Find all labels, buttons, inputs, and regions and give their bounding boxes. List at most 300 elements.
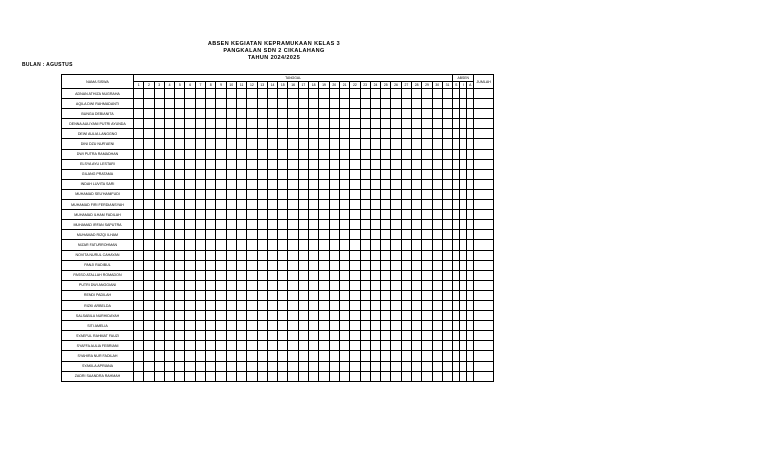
attendance-cell: [164, 260, 174, 270]
attendance-cell: [134, 250, 144, 260]
header-absen: ABSEN: [453, 75, 474, 82]
attendance-cell: [339, 149, 349, 159]
attendance-cell: [319, 169, 329, 179]
attendance-cell: [319, 139, 329, 149]
attendance-cell: [422, 351, 432, 361]
attendance-cell: [226, 200, 236, 210]
attendance-cell: [350, 210, 360, 220]
attendance-cell: [288, 99, 298, 109]
student-name: SITI AMELIA: [62, 321, 134, 331]
attendance-cell: [370, 361, 380, 371]
attendance-cell: [206, 351, 216, 361]
attendance-cell: [370, 260, 380, 270]
attendance-cell: [226, 99, 236, 109]
date-header: 23: [360, 82, 370, 89]
absen-cell: [460, 210, 467, 220]
attendance-cell: [206, 220, 216, 230]
table-row: [62, 169, 494, 179]
attendance-cell: [442, 109, 452, 119]
attendance-cell: [360, 230, 370, 240]
attendance-cell: [339, 200, 349, 210]
attendance-cell: [257, 311, 267, 321]
attendance-cell: [278, 321, 288, 331]
attendance-cell: [432, 290, 442, 300]
attendance-cell: [412, 321, 422, 331]
attendance-cell: [442, 210, 452, 220]
attendance-cell: [319, 341, 329, 351]
date-header: 29: [422, 82, 432, 89]
attendance-cell: [319, 260, 329, 270]
attendance-cell: [360, 351, 370, 361]
attendance-cell: [442, 331, 452, 341]
attendance-cell: [360, 361, 370, 371]
attendance-cell: [134, 280, 144, 290]
attendance-cell: [247, 220, 257, 230]
attendance-cell: [267, 200, 277, 210]
attendance-cell: [432, 371, 442, 381]
attendance-cell: [370, 220, 380, 230]
attendance-cell: [401, 179, 411, 189]
attendance-cell: [319, 129, 329, 139]
attendance-cell: [278, 341, 288, 351]
attendance-cell: [164, 371, 174, 381]
attendance-cell: [442, 341, 452, 351]
attendance-cell: [154, 250, 164, 260]
attendance-cell: [360, 200, 370, 210]
attendance-cell: [206, 361, 216, 371]
jumlah-cell: [474, 351, 494, 361]
attendance-cell: [432, 99, 442, 109]
absen-code-header: I: [460, 82, 467, 89]
attendance-cell: [267, 300, 277, 310]
date-header: 21: [339, 82, 349, 89]
attendance-cell: [247, 179, 257, 189]
attendance-cell: [432, 220, 442, 230]
attendance-cell: [412, 179, 422, 189]
attendance-cell: [154, 270, 164, 280]
attendance-cell: [154, 361, 164, 371]
attendance-cell: [432, 109, 442, 119]
attendance-cell: [175, 321, 185, 331]
jumlah-cell: [474, 280, 494, 290]
attendance-cell: [175, 300, 185, 310]
attendance-cell: [442, 361, 452, 371]
date-header: 3: [154, 82, 164, 89]
attendance-cell: [422, 290, 432, 300]
attendance-cell: [309, 371, 319, 381]
attendance-cell: [412, 240, 422, 250]
attendance-cell: [185, 250, 195, 260]
table-row: [62, 99, 494, 109]
attendance-cell: [154, 129, 164, 139]
attendance-cell: [267, 351, 277, 361]
attendance-cell: [236, 129, 246, 139]
attendance-cell: [226, 280, 236, 290]
date-header: 19: [319, 82, 329, 89]
attendance-cell: [247, 260, 257, 270]
attendance-cell: [381, 159, 391, 169]
attendance-cell: [257, 119, 267, 129]
date-header: 6: [185, 82, 195, 89]
attendance-cell: [391, 270, 401, 280]
date-header: 8: [206, 82, 216, 89]
attendance-cell: [247, 341, 257, 351]
attendance-cell: [134, 351, 144, 361]
attendance-cell: [370, 189, 380, 199]
absen-cell: [467, 169, 474, 179]
table-row: [62, 250, 494, 260]
student-name: SYAEFUL RAHMAT FAUZI: [62, 331, 134, 341]
attendance-cell: [278, 371, 288, 381]
attendance-cell: [236, 109, 246, 119]
attendance-cell: [370, 200, 380, 210]
attendance-cell: [236, 300, 246, 310]
attendance-cell: [164, 341, 174, 351]
attendance-cell: [422, 230, 432, 240]
attendance-cell: [144, 250, 154, 260]
attendance-cell: [195, 300, 205, 310]
date-header: 9: [216, 82, 226, 89]
attendance-cell: [422, 240, 432, 250]
attendance-cell: [144, 179, 154, 189]
table-row: [62, 341, 494, 351]
attendance-cell: [257, 99, 267, 109]
student-name: MUHAMAD IRFAN SAPUTRA: [62, 220, 134, 230]
student-name: SYAHIRA NUR FADILAH: [62, 351, 134, 361]
attendance-cell: [401, 331, 411, 341]
attendance-cell: [298, 179, 308, 189]
attendance-cell: [360, 210, 370, 220]
attendance-cell: [164, 351, 174, 361]
attendance-cell: [267, 149, 277, 159]
attendance-cell: [370, 311, 380, 321]
attendance-cell: [216, 240, 226, 250]
attendance-cell: [298, 290, 308, 300]
attendance-cell: [412, 200, 422, 210]
attendance-cell: [360, 290, 370, 300]
attendance-cell: [164, 311, 174, 321]
attendance-cell: [185, 331, 195, 341]
attendance-cell: [298, 129, 308, 139]
attendance-cell: [339, 361, 349, 371]
absen-cell: [453, 179, 460, 189]
attendance-cell: [185, 189, 195, 199]
attendance-cell: [164, 149, 174, 159]
attendance-cell: [278, 169, 288, 179]
student-name: AQILA DWI RAHMADANTI: [62, 99, 134, 109]
attendance-cell: [195, 189, 205, 199]
table-row: [62, 200, 494, 210]
attendance-cell: [401, 159, 411, 169]
attendance-cell: [298, 361, 308, 371]
attendance-cell: [309, 119, 319, 129]
attendance-cell: [329, 179, 339, 189]
attendance-cell: [350, 260, 360, 270]
attendance-cell: [175, 129, 185, 139]
attendance-cell: [339, 270, 349, 280]
attendance-cell: [288, 129, 298, 139]
attendance-cell: [195, 159, 205, 169]
attendance-cell: [422, 371, 432, 381]
attendance-cell: [412, 139, 422, 149]
attendance-cell: [154, 321, 164, 331]
attendance-cell: [370, 210, 380, 220]
attendance-cell: [329, 200, 339, 210]
attendance-cell: [422, 149, 432, 159]
jumlah-cell: [474, 129, 494, 139]
attendance-cell: [422, 169, 432, 179]
student-name: MUHAMAD FIRI FERDIANSYAH: [62, 200, 134, 210]
attendance-cell: [164, 361, 174, 371]
attendance-cell: [298, 210, 308, 220]
absen-cell: [460, 169, 467, 179]
attendance-cell: [432, 210, 442, 220]
attendance-cell: [339, 240, 349, 250]
absen-cell: [460, 119, 467, 129]
student-name: BUNGA DEBIANITA: [62, 109, 134, 119]
table-row: [62, 270, 494, 280]
attendance-cell: [442, 250, 452, 260]
jumlah-cell: [474, 119, 494, 129]
attendance-cell: [236, 351, 246, 361]
attendance-cell: [350, 311, 360, 321]
attendance-cell: [381, 311, 391, 321]
attendance-cell: [339, 300, 349, 310]
attendance-cell: [257, 280, 267, 290]
attendance-cell: [236, 331, 246, 341]
attendance-cell: [391, 129, 401, 139]
attendance-cell: [298, 149, 308, 159]
attendance-cell: [175, 230, 185, 240]
attendance-cell: [278, 290, 288, 300]
attendance-cell: [391, 260, 401, 270]
attendance-cell: [442, 260, 452, 270]
attendance-cell: [350, 109, 360, 119]
attendance-cell: [442, 200, 452, 210]
table-row: [62, 351, 494, 361]
absen-cell: [460, 331, 467, 341]
attendance-cell: [432, 230, 442, 240]
attendance-cell: [164, 240, 174, 250]
attendance-cell: [185, 109, 195, 119]
student-name: MUHAMAD SEU'HANIFUDI: [62, 189, 134, 199]
absen-cell: [467, 210, 474, 220]
attendance-cell: [195, 129, 205, 139]
absen-cell: [453, 371, 460, 381]
attendance-cell: [381, 210, 391, 220]
attendance-cell: [247, 129, 257, 139]
attendance-cell: [309, 240, 319, 250]
attendance-cell: [226, 169, 236, 179]
attendance-cell: [288, 220, 298, 230]
attendance-cell: [175, 99, 185, 109]
table-row: [62, 371, 494, 381]
attendance-cell: [257, 200, 267, 210]
attendance-cell: [144, 321, 154, 331]
table-row: [62, 311, 494, 321]
attendance-cell: [381, 290, 391, 300]
absen-cell: [460, 129, 467, 139]
attendance-cell: [401, 169, 411, 179]
attendance-cell: [278, 119, 288, 129]
attendance-cell: [236, 250, 246, 260]
attendance-cell: [339, 169, 349, 179]
attendance-cell: [278, 149, 288, 159]
attendance-cell: [422, 210, 432, 220]
attendance-cell: [339, 290, 349, 300]
attendance-cell: [432, 240, 442, 250]
attendance-cell: [144, 159, 154, 169]
attendance-cell: [432, 341, 442, 351]
attendance-cell: [278, 250, 288, 260]
attendance-cell: [319, 300, 329, 310]
attendance-cell: [360, 220, 370, 230]
attendance-cell: [175, 149, 185, 159]
attendance-cell: [381, 109, 391, 119]
jumlah-cell: [474, 311, 494, 321]
attendance-cell: [309, 351, 319, 361]
attendance-cell: [339, 129, 349, 139]
attendance-cell: [401, 280, 411, 290]
absen-cell: [467, 179, 474, 189]
jumlah-cell: [474, 149, 494, 159]
attendance-cell: [134, 341, 144, 351]
attendance-cell: [319, 240, 329, 250]
attendance-cell: [206, 341, 216, 351]
attendance-cell: [195, 351, 205, 361]
attendance-cell: [185, 129, 195, 139]
attendance-cell: [267, 210, 277, 220]
absen-cell: [467, 280, 474, 290]
attendance-cell: [267, 341, 277, 351]
attendance-cell: [195, 331, 205, 341]
attendance-cell: [134, 260, 144, 270]
attendance-cell: [185, 371, 195, 381]
attendance-cell: [422, 220, 432, 230]
attendance-cell: [412, 159, 422, 169]
attendance-cell: [288, 341, 298, 351]
attendance-cell: [329, 341, 339, 351]
attendance-cell: [195, 341, 205, 351]
attendance-cell: [401, 149, 411, 159]
attendance-cell: [412, 260, 422, 270]
attendance-cell: [309, 99, 319, 109]
attendance-cell: [247, 99, 257, 109]
attendance-cell: [401, 351, 411, 361]
attendance-cell: [412, 300, 422, 310]
absen-cell: [467, 321, 474, 331]
table-row: [62, 321, 494, 331]
attendance-cell: [216, 149, 226, 159]
attendance-cell: [236, 149, 246, 159]
attendance-cell: [370, 129, 380, 139]
attendance-cell: [381, 99, 391, 109]
attendance-cell: [226, 159, 236, 169]
attendance-cell: [412, 270, 422, 280]
attendance-cell: [309, 260, 319, 270]
attendance-cell: [319, 361, 329, 371]
attendance-cell: [412, 189, 422, 199]
absen-cell: [467, 351, 474, 361]
attendance-cell: [298, 270, 308, 280]
attendance-cell: [216, 300, 226, 310]
attendance-cell: [319, 109, 329, 119]
attendance-cell: [391, 189, 401, 199]
student-name: DWI PUTRA RAMADHAN: [62, 149, 134, 159]
attendance-cell: [164, 189, 174, 199]
jumlah-cell: [474, 230, 494, 240]
attendance-cell: [370, 119, 380, 129]
attendance-cell: [226, 300, 236, 310]
date-header: 11: [236, 82, 246, 89]
attendance-cell: [267, 250, 277, 260]
attendance-cell: [412, 280, 422, 290]
attendance-cell: [175, 169, 185, 179]
attendance-cell: [206, 179, 216, 189]
jumlah-cell: [474, 169, 494, 179]
attendance-cell: [164, 280, 174, 290]
attendance-cell: [412, 220, 422, 230]
attendance-cell: [206, 210, 216, 220]
attendance-cell: [154, 139, 164, 149]
attendance-cell: [144, 210, 154, 220]
attendance-cell: [360, 260, 370, 270]
attendance-cell: [298, 341, 308, 351]
jumlah-cell: [474, 341, 494, 351]
attendance-cell: [422, 189, 432, 199]
attendance-cell: [442, 290, 452, 300]
attendance-cell: [350, 371, 360, 381]
attendance-cell: [247, 250, 257, 260]
attendance-cell: [360, 99, 370, 109]
attendance-cell: [329, 189, 339, 199]
attendance-cell: [412, 109, 422, 119]
attendance-cell: [432, 159, 442, 169]
title-line-1: ABSEN KEGIATAN KEPRAMUKAAN KELAS 3: [207, 41, 341, 47]
attendance-cell: [298, 189, 308, 199]
attendance-cell: [350, 300, 360, 310]
attendance-cell: [206, 280, 216, 290]
attendance-cell: [401, 371, 411, 381]
student-name: INDAH LUVITA SARI: [62, 179, 134, 189]
attendance-cell: [288, 331, 298, 341]
attendance-cell: [236, 260, 246, 270]
absen-cell: [453, 189, 460, 199]
attendance-cell: [257, 351, 267, 361]
absen-cell: [467, 371, 474, 381]
attendance-cell: [329, 371, 339, 381]
absen-cell: [467, 139, 474, 149]
attendance-cell: [236, 119, 246, 129]
attendance-cell: [164, 200, 174, 210]
attendance-cell: [267, 331, 277, 341]
attendance-cell: [442, 89, 452, 99]
jumlah-cell: [474, 371, 494, 381]
absen-cell: [467, 109, 474, 119]
attendance-cell: [381, 169, 391, 179]
attendance-cell: [350, 331, 360, 341]
jumlah-cell: [474, 331, 494, 341]
table-row: [62, 129, 494, 139]
absen-cell: [460, 321, 467, 331]
attendance-cell: [267, 311, 277, 321]
attendance-cell: [175, 179, 185, 189]
attendance-cell: [226, 109, 236, 119]
attendance-cell: [175, 351, 185, 361]
attendance-cell: [339, 210, 349, 220]
attendance-cell: [206, 169, 216, 179]
attendance-cell: [339, 230, 349, 240]
